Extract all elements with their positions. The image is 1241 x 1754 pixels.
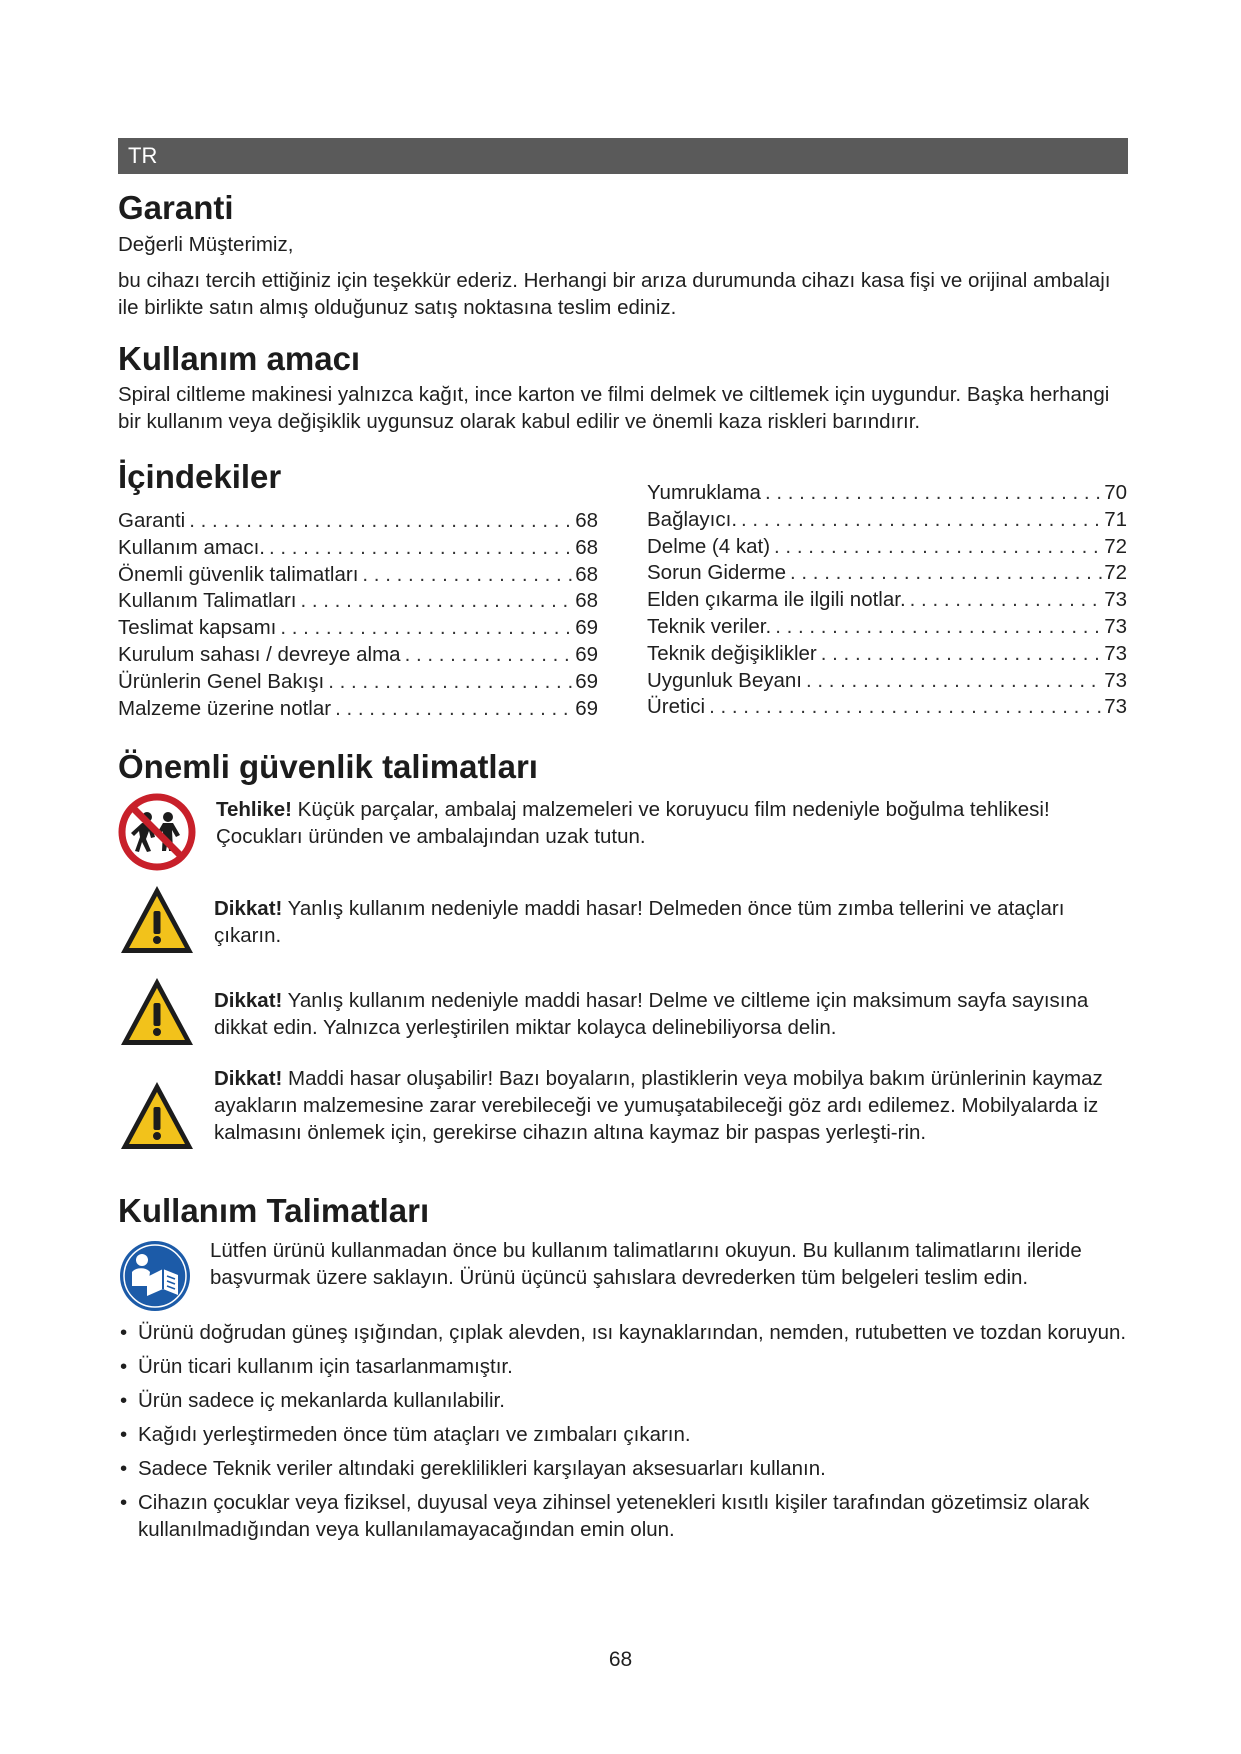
document-page: [118, 138, 1128, 1550]
intended-use-body: Spiral ciltleme makinesi yalnızca kağıt, ince karton ve filmi delmek ve ciltlemek için uygundur. Başka herhangi bir kullanım veya değişiklik uygunsuz olarak kabul edilir ve önemli kaza riskleri barındırır.: [118, 383, 1110, 433]
language-code: TR: [128, 143, 158, 168]
toc-entry-page: 69: [575, 642, 598, 666]
safety-notice-body: Yanlış kullanım nedeniyle maddi hasar! Delme ve ciltleme için maksimum sayfa sayısına dikkat edin. Yalnızca yerleştirilen miktar kolayca delinebiliyorsa delin.: [214, 989, 1089, 1039]
toc-entry-page: 72: [1104, 534, 1127, 558]
toc-entry-title: Ürünlerin Genel Bakışı: [118, 669, 325, 693]
list-item: • Ürünü doğrudan güneş ışığından, çıplak alevden, ısı kaynaklarından, nemden, rutubetten ve tozdan koruyun.: [118, 1319, 1128, 1346]
toc-entry[interactable]: [647, 559, 1127, 586]
safety-notice-caution: [118, 1065, 1128, 1155]
read-manual-icon: [118, 1239, 192, 1313]
warning-icon: [118, 881, 196, 959]
safety-heading: Önemli güvenlik talimatları: [118, 748, 538, 785]
toc-right-column: [647, 479, 1127, 720]
toc-entry[interactable]: [118, 641, 598, 668]
toc-entry[interactable]: [647, 506, 1127, 533]
safety-notice-label: Dikkat!: [214, 1067, 283, 1090]
toc-entry-page: 71: [1104, 507, 1127, 531]
list-item: • Ürün sadece iç mekanlarda kullanılabilir.: [118, 1387, 1128, 1414]
toc-entry-page: 73: [1104, 668, 1127, 692]
toc-entry[interactable]: [118, 668, 598, 695]
toc-entry[interactable]: [647, 613, 1127, 640]
toc-entry-page: 69: [575, 616, 598, 640]
safety-notice-body: Yanlış kullanım nedeniyle maddi hasar! Delmeden önce tüm zımba tellerini ve ataçları çıkarın.: [214, 897, 1065, 947]
toc-entry[interactable]: [118, 507, 598, 534]
toc-entry-page: 73: [1104, 614, 1127, 638]
list-item: • Sadece Teknik veriler altındaki gereklilikleri karşılayan aksesuarları kullanın.: [118, 1455, 1128, 1482]
instructions-intro-text: Lütfen ürünü kullanmadan önce bu kullanım talimatlarını okuyun. Bu kullanım talimatlarını ileride başvurmak üzere saklayın. Ürünü üçüncü şahıslara devrederken tüm belgeleri teslim edin.: [210, 1239, 1082, 1289]
instructions-list: [118, 1319, 1128, 1543]
toc-entry-title: Malzeme üzerine notlar: [118, 696, 332, 720]
instructions-intro: [118, 1237, 1128, 1313]
toc-left-column: [118, 507, 598, 721]
table-of-contents: [118, 457, 1128, 725]
safety-notice-caution: [118, 973, 1128, 1051]
toc-entry-title: Kullanım Talimatları: [118, 589, 297, 613]
instructions-heading: Kullanım Talimatları: [118, 1192, 430, 1229]
toc-entry[interactable]: [118, 695, 598, 722]
toc-entry-page: 68: [575, 589, 598, 613]
toc-entry[interactable]: [647, 640, 1127, 667]
toc-entry[interactable]: [647, 693, 1127, 720]
safety-notice-text: [196, 973, 1128, 1041]
no-children-icon: [118, 793, 196, 871]
toc-entry[interactable]: [118, 534, 598, 561]
toc-entry-page: 68: [575, 535, 598, 559]
toc-entry-title: Garanti: [118, 509, 186, 532]
toc-entry-title: Önemli güvenlik talimatları: [118, 562, 359, 586]
toc-entry-title: Üretici: [647, 695, 706, 719]
toc-entry[interactable]: [118, 587, 598, 614]
toc-entry[interactable]: [647, 533, 1127, 560]
toc-entry-title: Sorun Giderme: [647, 561, 787, 585]
toc-entry-title: Kullanım amacı.: [118, 535, 265, 559]
toc-entry[interactable]: [647, 479, 1127, 506]
intended-use-heading: Kullanım amacı: [118, 340, 361, 377]
toc-entry-title: Teknik değişiklikler: [647, 641, 817, 665]
safety-notice-body: Maddi hasar oluşabilir! Bazı boyaların, plastiklerin veya mobilya bakım ürünlerinin kaymaz ayakların malzemesine zarar verebileceği ve yumuşatabileceği göz ardı edilemez. Mobilyalarda iz kalmasını önlemek için, gerekirse cihazın altına kaymaz bir paspas yerleşti-rin.: [214, 1067, 1103, 1144]
toc-heading: İçindekiler: [118, 458, 282, 495]
toc-entry-title: Teknik veriler.: [647, 614, 772, 638]
toc-entry-title: Uygunluk Beyanı: [647, 668, 802, 692]
warning-icon: [118, 1077, 196, 1155]
safety-notice-text: [196, 881, 1128, 949]
toc-entry-page: 70: [1104, 481, 1127, 504]
safety-notice-danger: [118, 793, 1128, 871]
toc-entry-title: Yumruklama: [647, 481, 761, 504]
safety-notice-label: Tehlike!: [216, 798, 292, 821]
safety-notice-text: [196, 793, 1128, 850]
toc-entry[interactable]: [118, 561, 598, 588]
toc-entry-title: Bağlayıcı.: [647, 507, 738, 531]
toc-entry-title: Teslimat kapsamı: [118, 616, 277, 640]
safety-notice-caution: [118, 881, 1128, 959]
toc-entry[interactable]: [647, 586, 1127, 613]
toc-entry-page: 69: [575, 669, 598, 693]
language-bar: [118, 138, 1128, 174]
toc-entry-page: 73: [1104, 695, 1127, 719]
toc-entry-title: Elden çıkarma ile ilgili notlar.: [647, 588, 906, 612]
list-item: • Ürün ticari kullanım için tasarlanmamıştır.: [118, 1353, 1128, 1380]
toc-entry[interactable]: [118, 614, 598, 641]
toc-entry-title: Kurulum sahası / devreye alma: [118, 642, 401, 666]
toc-entry-title: Delme (4 kat): [647, 534, 771, 558]
safety-notice-body: Küçük parçalar, ambalaj malzemeleri ve koruyucu film nedeniyle boğulma tehlikesi! Çocukları üründen ve ambalajından uzak tutun.: [216, 798, 1050, 848]
page-number: 68: [608, 1648, 633, 1671]
toc-entry[interactable]: [647, 667, 1127, 694]
toc-entry-page: 68: [575, 509, 598, 532]
toc-entry-page: 68: [575, 562, 598, 586]
warning-icon: [118, 973, 196, 1051]
toc-entry-page: 72: [1104, 561, 1127, 585]
list-item: • Cihazın çocuklar veya fiziksel, duyusal veya zihinsel yetenekleri kısıtlı kişiler tarafından gözetimsiz olarak kullanılmadığından veya kullanılamayacağından emin olun.: [118, 1489, 1128, 1543]
warranty-greeting: Değerli Müşterimiz,: [118, 233, 294, 256]
warranty-body: bu cihazı tercih ettiğiniz için teşekkür ederiz. Herhangi bir arıza durumunda cihazı kasa fişi ve orijinal ambalajı ile birlikte satın almış olduğunuz satış noktasına teslim ediniz.: [118, 269, 1111, 319]
safety-notice-text: [196, 1065, 1128, 1146]
warranty-heading: Garanti: [118, 189, 234, 226]
list-item: • Kağıdı yerleştirmeden önce tüm ataçları ve zımbaları çıkarın.: [118, 1421, 1128, 1448]
toc-entry-page: 69: [575, 696, 598, 720]
safety-notice-label: Dikkat!: [214, 989, 283, 1012]
toc-entry-page: 73: [1104, 641, 1127, 665]
safety-notice-label: Dikkat!: [214, 897, 283, 920]
toc-entry-page: 73: [1104, 588, 1127, 612]
